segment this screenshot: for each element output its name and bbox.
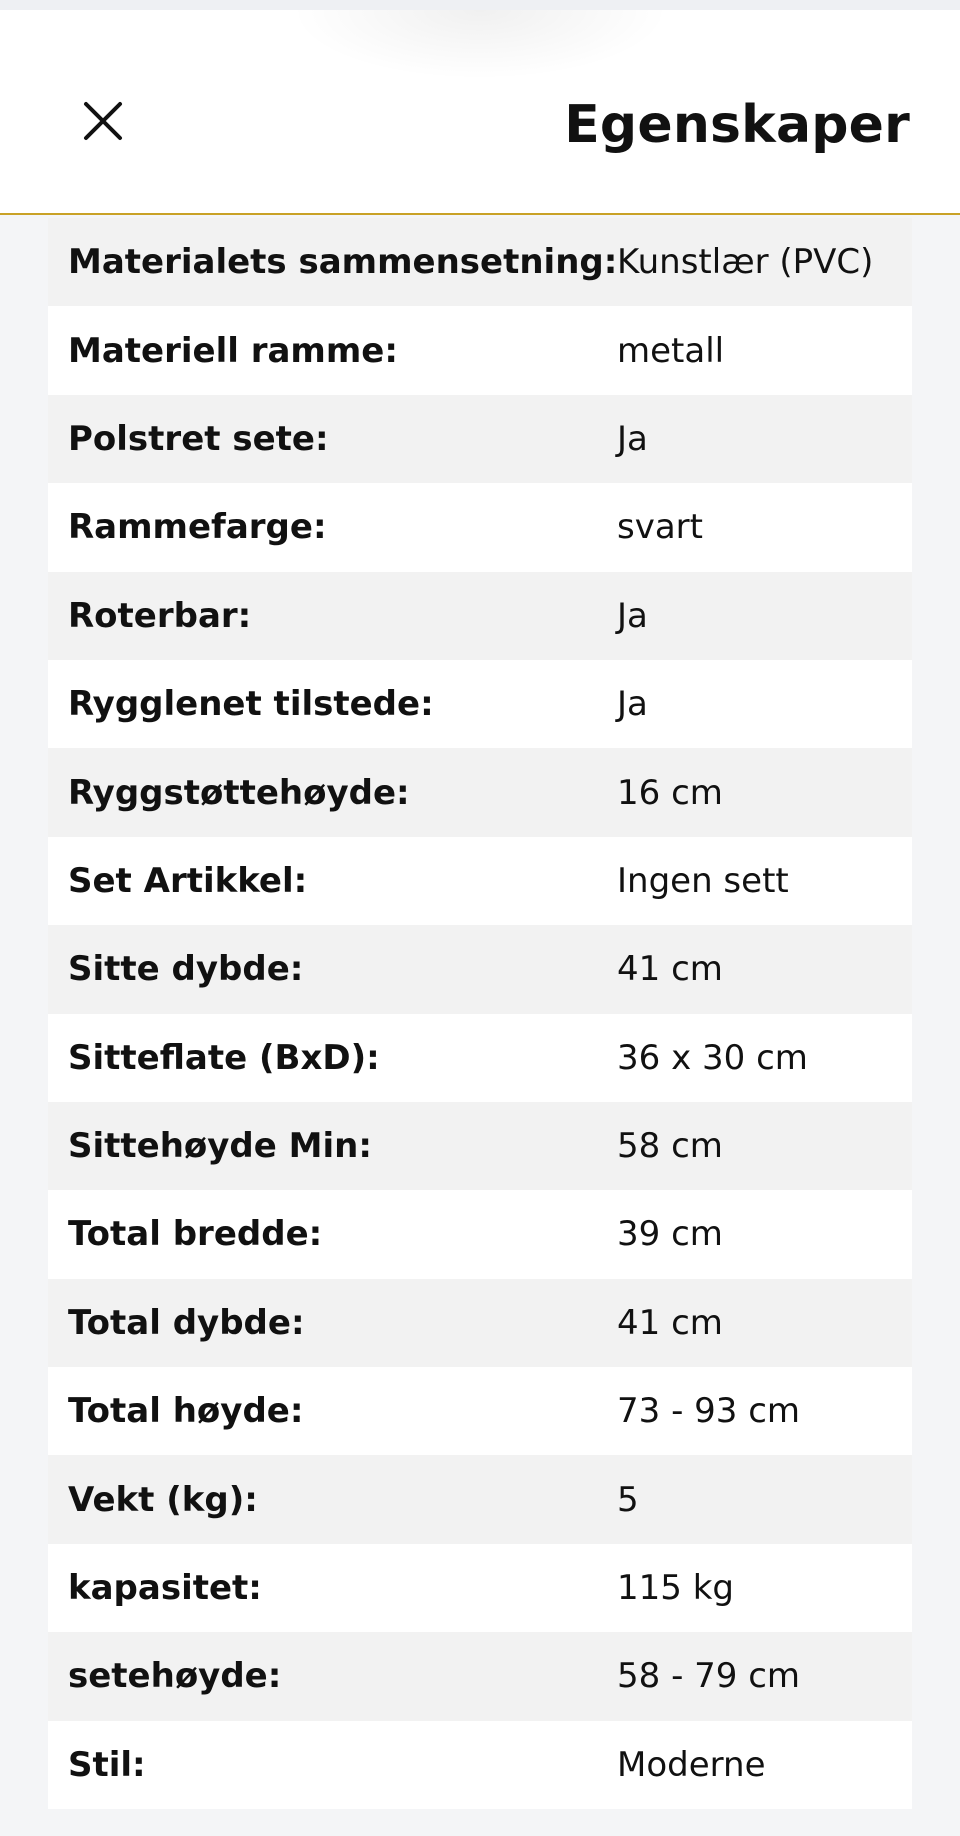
property-value: 16 cm (617, 772, 723, 813)
property-value: svart (617, 507, 703, 548)
property-row (48, 1455, 912, 1543)
property-row (48, 837, 912, 925)
property-row (48, 925, 912, 1013)
property-row (48, 218, 912, 306)
property-label: Polstret sete: (68, 418, 329, 459)
property-value: 73 - 93 cm (617, 1391, 801, 1432)
property-value: Moderne (617, 1744, 766, 1785)
property-label: Materiell ramme: (68, 330, 398, 371)
property-row (48, 1102, 912, 1190)
property-label: Rygglenet tilstede: (68, 684, 434, 725)
property-row (48, 1367, 912, 1455)
property-row (48, 306, 912, 394)
property-label: Roterbar: (68, 595, 252, 636)
property-label: Ryggstøttehøyde: (68, 772, 410, 813)
property-label: Vekt (kg): (68, 1479, 258, 1520)
page-title: Egenskaper (564, 95, 910, 155)
header-shadow (290, 10, 670, 80)
property-row (48, 1190, 912, 1278)
property-label: Total dybde: (68, 1302, 305, 1343)
property-label: Total bredde: (68, 1214, 323, 1255)
top-strip (0, 0, 960, 10)
property-label: kapasitet: (68, 1568, 262, 1609)
property-row (48, 1014, 912, 1102)
property-row (48, 1721, 912, 1809)
property-row (48, 1632, 912, 1720)
property-value: Ja (617, 684, 648, 725)
property-label: Stil: (68, 1744, 146, 1785)
property-label: Materialets sammensetning: (68, 242, 618, 283)
property-label: Sitteflate (BxD): (68, 1037, 380, 1078)
property-row (48, 748, 912, 836)
property-label: Set Artikkel: (68, 860, 308, 901)
property-value: 41 cm (617, 949, 723, 990)
property-row (48, 572, 912, 660)
property-value: 36 x 30 cm (617, 1037, 808, 1078)
property-row (48, 660, 912, 748)
property-value: 5 (617, 1479, 639, 1520)
panel-header (0, 10, 960, 215)
property-label: setehøyde: (68, 1656, 282, 1697)
property-value: Ingen sett (617, 860, 789, 901)
property-row (48, 1279, 912, 1367)
property-value: metall (617, 330, 725, 371)
property-value: Ja (617, 418, 648, 459)
close-button[interactable] (68, 86, 138, 156)
property-value: 41 cm (617, 1302, 723, 1343)
property-label: Sittehøyde Min: (68, 1126, 372, 1167)
property-label: Sitte dybde: (68, 949, 304, 990)
property-row (48, 1544, 912, 1632)
property-value: 115 kg (617, 1568, 734, 1609)
property-row (48, 395, 912, 483)
properties-table (48, 218, 912, 1809)
property-value: Ja (617, 595, 648, 636)
property-row (48, 483, 912, 571)
property-value: 39 cm (617, 1214, 723, 1255)
property-label: Total høyde: (68, 1391, 304, 1432)
close-icon (83, 101, 123, 141)
property-value: Kunstlær (PVC) (617, 242, 874, 283)
property-value: 58 - 79 cm (617, 1656, 801, 1697)
property-label: Rammefarge: (68, 507, 327, 548)
property-value: 58 cm (617, 1126, 723, 1167)
